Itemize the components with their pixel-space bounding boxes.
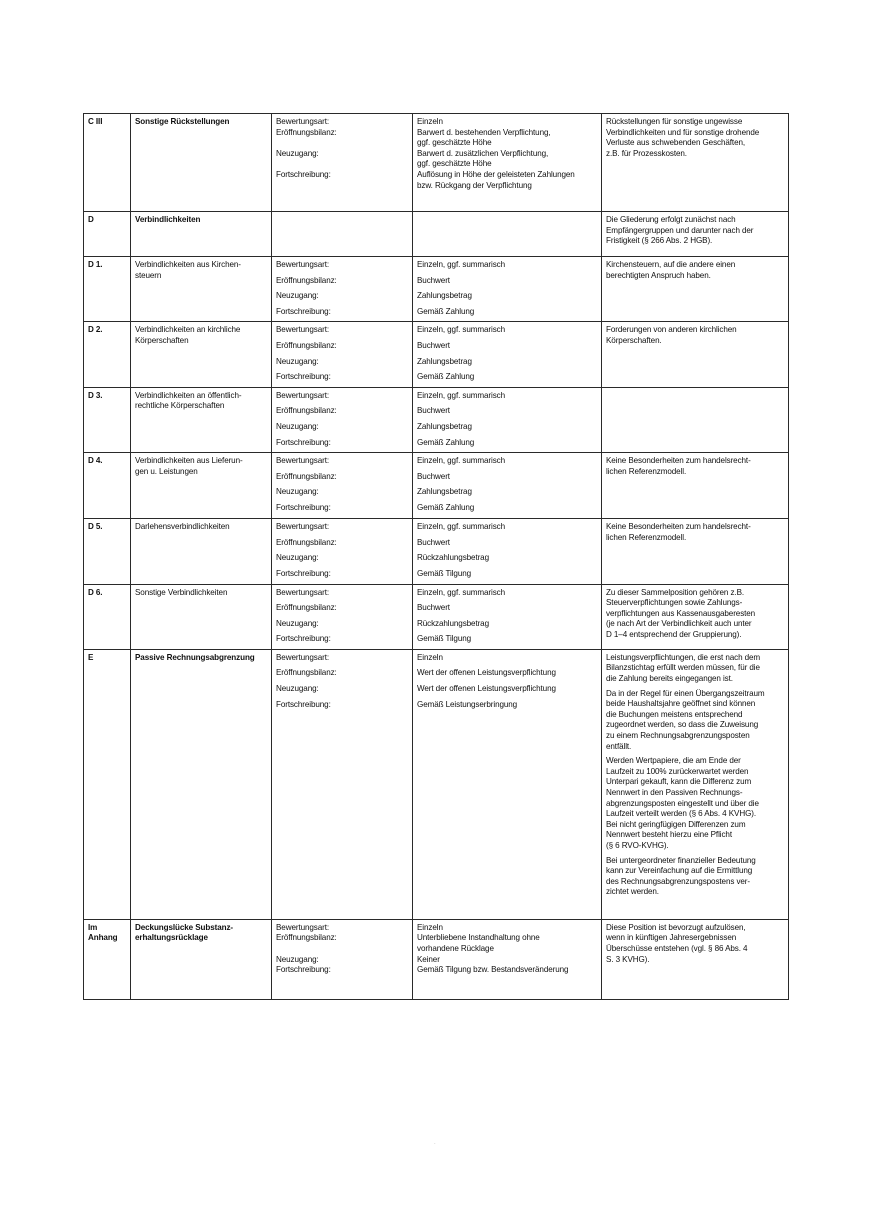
criteria-label: Fortschreibung: bbox=[276, 502, 331, 512]
criteria-label: Eröffnungsbilanz: bbox=[276, 537, 337, 547]
criteria-value: Zahlungsbetrag bbox=[417, 291, 472, 301]
criteria-value: Gemäß Zahlung bbox=[417, 437, 475, 447]
criteria-value: Rückzahlungsbetrag bbox=[417, 553, 489, 563]
criteria-value: Einzeln, ggf. summarisch bbox=[417, 390, 506, 400]
criteria-label: Fortschreibung: bbox=[276, 568, 331, 578]
position-title: Passive Rechnungsabgrenzung bbox=[131, 649, 272, 919]
position-title: Deckungslücke Substanz- erhaltungsrücklage bbox=[131, 919, 272, 999]
criteria-value: Gemäß Zahlung bbox=[417, 502, 475, 512]
criteria-label: Fortschreibung: bbox=[276, 634, 331, 644]
criteria-value: Einzeln, ggf. summarisch bbox=[417, 456, 506, 466]
criteria-value: Rückzahlungsbetrag bbox=[417, 618, 489, 628]
criteria-values bbox=[413, 387, 602, 452]
table-row bbox=[84, 387, 789, 452]
criteria-labels bbox=[272, 584, 413, 649]
position-code: D 2. bbox=[84, 322, 131, 387]
criteria-value: Keiner bbox=[417, 954, 440, 964]
remark-paragraph: Zu dieser Sammelposition gehören z.B. Steuerverpflichtungen sowie Zahlungs- verpflichtungen aus Kassenausgaberesten (je nach Art der Verbindlichkeit auch unter D 1–4 entsprechend der Gruppierung). bbox=[606, 587, 756, 639]
criteria-value: Einzeln bbox=[417, 922, 443, 932]
criteria-label: Eröffnungsbilanz: bbox=[276, 406, 337, 416]
criteria-values bbox=[413, 212, 602, 257]
criteria-value: Zahlungsbetrag bbox=[417, 487, 472, 497]
criteria-label: Bewertungsart: bbox=[276, 325, 330, 335]
remarks bbox=[602, 212, 789, 257]
criteria-label: Fortschreibung: bbox=[276, 699, 331, 709]
criteria-label: Bewertungsart: bbox=[276, 652, 330, 662]
position-code: Im Anhang bbox=[84, 919, 131, 999]
criteria-value: Wert der offenen Leistungsverpflichtung bbox=[417, 668, 556, 678]
remark-paragraph: Da in der Regel für einen Übergangszeitraum beide Haushaltsjahre geöffnet sind können die Buchungen meistens entsprechend zugeordnet werden, so dass die Zuweisung zu einem Rechnungsabgrenzungsposten entfällt. bbox=[606, 688, 765, 751]
criteria-label: Eröffnungsbilanz: bbox=[276, 471, 337, 481]
position-code: D 5. bbox=[84, 519, 131, 584]
criteria-label: Fortschreibung: bbox=[276, 169, 331, 179]
page-marker: . bbox=[434, 1140, 436, 1146]
criteria-value: Einzeln bbox=[417, 652, 443, 662]
criteria-value: Buchwert bbox=[417, 537, 450, 547]
criteria-values bbox=[413, 322, 602, 387]
criteria-label: Bewertungsart: bbox=[276, 390, 330, 400]
position-code: C III bbox=[84, 114, 131, 212]
table-row bbox=[84, 322, 789, 387]
criteria-label: Bewertungsart: bbox=[276, 456, 330, 466]
remarks bbox=[602, 519, 789, 584]
remark-paragraph: Forderungen von anderen kirchlichen Körperschaften. bbox=[606, 325, 737, 345]
table-row bbox=[84, 584, 789, 649]
remark-paragraph: Werden Wertpapiere, die am Ende der Laufzeit zu 100% zurückerwartet werden Unterpari gekauft, kann die Differenz zum Nennwert in den Passiven Rechnungs- abgrenzungsposten eingestellt und über die Laufzeit verteilt werden (§ 6 Abs. 4 KVHG). Bei nicht geringfügigen Differenzen zum Nennwert besteht hierzu eine Pflicht (§ 6 RVO-KVHG). bbox=[606, 756, 759, 850]
position-title: Verbindlichkeiten bbox=[131, 212, 272, 257]
remark-paragraph: Bei untergeordneter finanzieller Bedeutung kann zur Vereinfachung auf die Ermittlung des Rechnungsabgrenzungspostens ver- zichtet werden. bbox=[606, 855, 756, 897]
position-title: Darlehensverbindlichkeiten bbox=[131, 519, 272, 584]
table-row bbox=[84, 519, 789, 584]
criteria-label: Neuzugang: bbox=[276, 291, 319, 301]
criteria-label: Neuzugang: bbox=[276, 421, 319, 431]
criteria-label: Bewertungsart: bbox=[276, 587, 330, 597]
criteria-labels bbox=[272, 387, 413, 452]
table-row bbox=[84, 453, 789, 519]
criteria-label: Fortschreibung: bbox=[276, 372, 331, 382]
criteria-value: Gemäß Tilgung bbox=[417, 568, 472, 578]
criteria-value: Wert der offenen Leistungsverpflichtung bbox=[417, 684, 556, 694]
remarks bbox=[602, 649, 789, 919]
criteria-label: Neuzugang: bbox=[276, 148, 319, 158]
remark-paragraph: Keine Besonderheiten zum handelsrecht- lichen Referenzmodell. bbox=[606, 456, 751, 476]
criteria-label: Neuzugang: bbox=[276, 553, 319, 563]
criteria-label: Neuzugang: bbox=[276, 618, 319, 628]
remarks bbox=[602, 387, 789, 452]
criteria-label: Eröffnungsbilanz: bbox=[276, 275, 337, 285]
remarks bbox=[602, 584, 789, 649]
position-code: E bbox=[84, 649, 131, 919]
criteria-labels bbox=[272, 453, 413, 519]
criteria-labels bbox=[272, 519, 413, 584]
table-row bbox=[84, 114, 789, 212]
criteria-value: Gemäß Zahlung bbox=[417, 306, 475, 316]
criteria-values bbox=[413, 257, 602, 322]
position-title: Verbindlichkeiten aus Kirchen- steuern bbox=[131, 257, 272, 322]
criteria-value: Einzeln bbox=[417, 117, 443, 126]
criteria-labels bbox=[272, 649, 413, 919]
position-title: Verbindlichkeiten an öffentlich- rechtliche Körperschaften bbox=[131, 387, 272, 452]
criteria-label: Bewertungsart: bbox=[276, 522, 330, 532]
criteria-values bbox=[413, 584, 602, 649]
criteria-labels bbox=[272, 919, 413, 999]
position-code: D 3. bbox=[84, 387, 131, 452]
criteria-value: Gemäß Leistungserbringung bbox=[417, 699, 518, 709]
position-code: D bbox=[84, 212, 131, 257]
criteria-value: Gemäß Tilgung bzw. Bestandsveränderung bbox=[417, 965, 569, 975]
criteria-labels bbox=[272, 257, 413, 322]
remark-paragraph: Diese Position ist bevorzugt aufzulösen, wenn in künftigen Jahresergebnissen Überschüsse entstehen (vgl. § 86 Abs. 4 S. 3 KVHG). bbox=[606, 922, 748, 964]
remarks bbox=[602, 919, 789, 999]
remark-paragraph: Kirchensteuern, auf die andere einen berechtigten Anspruch haben. bbox=[606, 260, 736, 280]
bewertungs-table bbox=[83, 113, 789, 1000]
criteria-value: Unterbliebene Instandhaltung ohne vorhandene Rücklage bbox=[417, 933, 540, 954]
remarks bbox=[602, 322, 789, 387]
position-code: D 4. bbox=[84, 453, 131, 519]
position-code: D 6. bbox=[84, 584, 131, 649]
table-row bbox=[84, 649, 789, 919]
remark-paragraph: Die Gliederung erfolgt zunächst nach Empfängergruppen und darunter nach der Fristigkeit (§ 266 Abs. 2 HGB). bbox=[606, 215, 754, 246]
criteria-labels bbox=[272, 114, 413, 212]
criteria-labels bbox=[272, 322, 413, 387]
position-code: D 1. bbox=[84, 257, 131, 322]
criteria-values bbox=[413, 519, 602, 584]
criteria-value: Auflösung in Höhe der geleisteten Zahlungen bzw. Rückgang der Verpflichtung bbox=[417, 169, 575, 190]
criteria-value: Einzeln, ggf. summarisch bbox=[417, 325, 506, 335]
table-row bbox=[84, 257, 789, 322]
criteria-label: Bewertungsart: bbox=[276, 117, 330, 126]
criteria-value: Gemäß Tilgung bbox=[417, 634, 472, 644]
criteria-value: Einzeln, ggf. summarisch bbox=[417, 260, 506, 269]
criteria-label: Fortschreibung: bbox=[276, 306, 331, 316]
criteria-label: Fortschreibung: bbox=[276, 965, 331, 975]
table-row bbox=[84, 212, 789, 257]
position-title: Sonstige Rückstellungen bbox=[131, 114, 272, 212]
remarks bbox=[602, 257, 789, 322]
criteria-label: Bewertungsart: bbox=[276, 922, 330, 932]
criteria-value: Gemäß Zahlung bbox=[417, 372, 475, 382]
criteria-values bbox=[413, 453, 602, 519]
criteria-value: Barwert d. zusätzlichen Verpflichtung, ggf. geschätzte Höhe bbox=[417, 148, 549, 169]
position-title: Sonstige Verbindlichkeiten bbox=[131, 584, 272, 649]
criteria-value: Buchwert bbox=[417, 406, 450, 416]
criteria-labels bbox=[272, 212, 413, 257]
criteria-label: Fortschreibung: bbox=[276, 437, 331, 447]
criteria-values bbox=[413, 114, 602, 212]
criteria-value: Buchwert bbox=[417, 603, 450, 613]
criteria-label: Eröffnungsbilanz: bbox=[276, 668, 337, 678]
remarks bbox=[602, 114, 789, 212]
position-title: Verbindlichkeiten aus Lieferun- gen u. Leistungen bbox=[131, 453, 272, 519]
criteria-values bbox=[413, 649, 602, 919]
criteria-label: Neuzugang: bbox=[276, 356, 319, 366]
criteria-label: Eröffnungsbilanz: bbox=[276, 603, 337, 613]
criteria-label: Neuzugang: bbox=[276, 954, 319, 964]
table-body bbox=[84, 114, 789, 1000]
criteria-value: Einzeln, ggf. summarisch bbox=[417, 522, 506, 532]
criteria-value: Einzeln, ggf. summarisch bbox=[417, 587, 506, 597]
criteria-label: Neuzugang: bbox=[276, 684, 319, 694]
position-title: Verbindlichkeiten an kirchliche Körperschaften bbox=[131, 322, 272, 387]
remarks bbox=[602, 453, 789, 519]
criteria-values bbox=[413, 919, 602, 999]
remark-paragraph: Rückstellungen für sonstige ungewisse Verbindlichkeiten und für sonstige drohende Verluste aus schwebenden Geschäften, z.B. für Prozesskosten. bbox=[606, 117, 760, 158]
criteria-label: Bewertungsart: bbox=[276, 260, 330, 269]
table-row bbox=[84, 919, 789, 999]
criteria-value: Buchwert bbox=[417, 275, 450, 285]
criteria-label: Eröffnungsbilanz: bbox=[276, 933, 337, 943]
criteria-value: Barwert d. bestehenden Verpflichtung, ggf. geschätzte Höhe bbox=[417, 127, 551, 148]
criteria-value: Buchwert bbox=[417, 471, 450, 481]
criteria-label: Eröffnungsbilanz: bbox=[276, 127, 337, 137]
criteria-value: Zahlungsbetrag bbox=[417, 421, 472, 431]
remark-paragraph: Keine Besonderheiten zum handelsrecht- lichen Referenzmodell. bbox=[606, 522, 751, 542]
criteria-value: Zahlungsbetrag bbox=[417, 356, 472, 366]
criteria-value: Buchwert bbox=[417, 340, 450, 350]
criteria-label: Neuzugang: bbox=[276, 487, 319, 497]
criteria-label: Eröffnungsbilanz: bbox=[276, 340, 337, 350]
remark-paragraph: Leistungsverpflichtungen, die erst nach dem Bilanzstichtag erfüllt werden müssen, für die die Zahlung bereits eingegangen ist. bbox=[606, 652, 761, 684]
